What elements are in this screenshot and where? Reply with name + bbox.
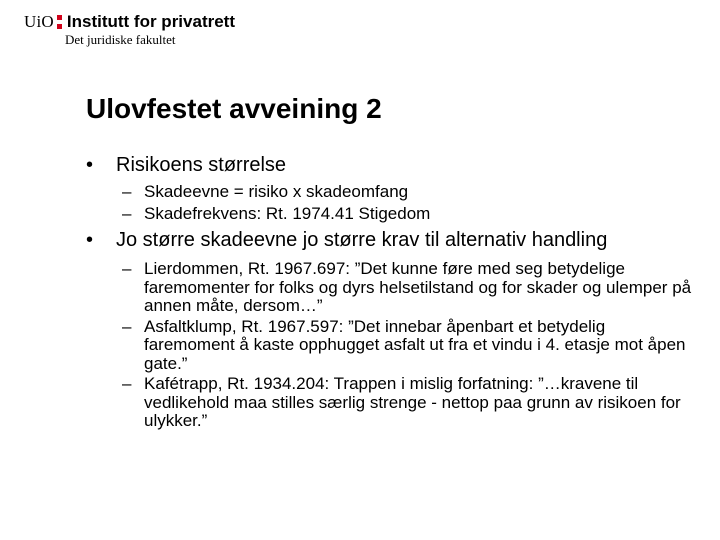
sub-bullet-dash: – xyxy=(122,259,132,278)
sub-bullet-dash: – xyxy=(122,203,132,223)
logo-line xyxy=(24,12,235,32)
sub-bullet-text: Skadefrekvens: Rt. 1974.41 Stigedom xyxy=(144,203,431,223)
logo-colon-icon xyxy=(57,14,62,30)
bullet-alternative-action xyxy=(86,229,696,252)
sub-bullet-text: Lierdommen, Rt. 1967.697: ”Det kunne føre med seg betydelige faremomenter for folks og dyrs helsetilstand og for skader og ulemper på annen måte, dersom…” xyxy=(144,259,692,315)
sub-bullet-text: Skadeevne = risiko x skadeomfang xyxy=(144,182,409,201)
sub-bullet-dash: – xyxy=(122,182,132,201)
bullet-dot: • xyxy=(86,154,94,176)
uio-logo: UiO xyxy=(24,12,54,31)
sub-bullet-text: Asfaltklump, Rt. 1967.597: ”Det innebar åpenbart et betydelig faremoment å kaste opphugget asfalt ut fra et vindu i 4. etasje mot åpen gate.” xyxy=(144,316,686,373)
bullet-risk-size xyxy=(86,154,696,177)
sub-bullet xyxy=(86,260,696,316)
bullet-text: Risikoens størrelse xyxy=(116,154,287,176)
sub-bullet-dash: – xyxy=(122,316,132,336)
bullet-dot: • xyxy=(86,229,94,251)
sub-bullet xyxy=(86,205,696,224)
sub-bullet xyxy=(86,318,696,374)
faculty-name: Det juridiske fakultet xyxy=(65,32,176,47)
institution-header xyxy=(24,12,235,48)
institute-name: Institutt for privatrett xyxy=(66,12,235,31)
bullet-text: Jo større skadeevne jo større krav til alternativ handling xyxy=(116,229,608,251)
sub-bullet-text: Kafétrapp, Rt. 1934.204: Trappen i mislig forfatning: ”…kravene til vedlikehold maa stilles særlig strenge - nettop paa grunn av risikoen for ulykker.” xyxy=(144,374,681,430)
slide-title: Ulovfestet avveining 2 xyxy=(86,93,382,124)
slide-content xyxy=(86,154,696,431)
sub-bullet-dash: – xyxy=(122,374,132,393)
sub-bullet xyxy=(86,375,696,431)
sub-bullet xyxy=(86,183,696,202)
